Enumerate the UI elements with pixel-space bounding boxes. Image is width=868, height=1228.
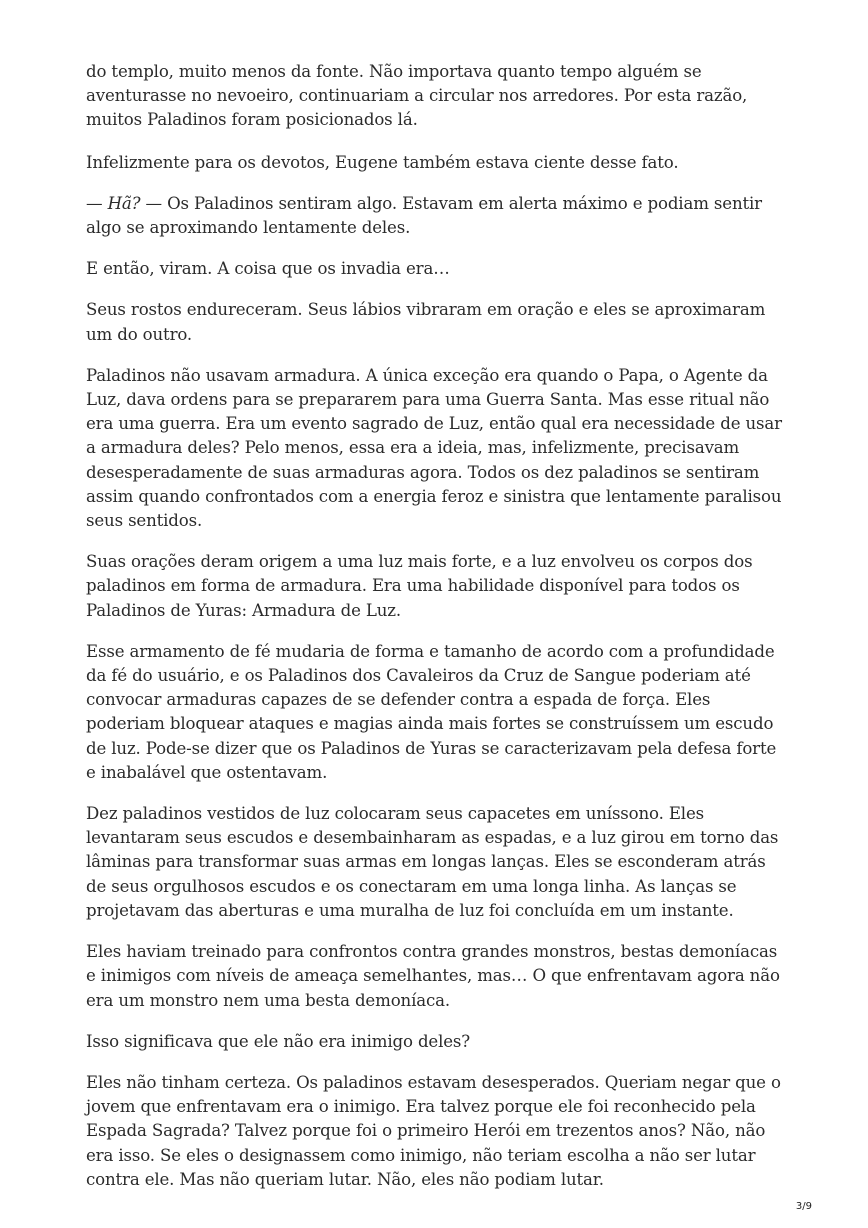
paragraph: Dez paladinos vestidos de luz colocaram seus capacetes em uníssono. Eles levantaram seus escudos e desembainharam as espadas, e a luz girou em torno das lâminas para transformar suas armas em longas lanças. Eles se esconderam atrás de seus orgulhosos escudos e os conectaram em uma longa linha. As lanças se projetavam das aberturas e uma muralha de luz foi concluída em um instante.: [86, 804, 779, 920]
paragraph-dialogue: [86, 192, 786, 240]
paragraph: Eles haviam treinado para confrontos contra grandes monstros, bestas demoníacas e inimigos com níveis de ameaça semelhantes, mas… O que enfrentavam agora não era um monstro nem uma besta demoníaca.: [86, 942, 780, 1010]
paragraph: Eles não tinham certeza. Os paladinos estavam desesperados. Queriam negar que o jovem que enfrentavam era o inimigo. Era talvez porque ele foi reconhecido pela Espada Sagrada? Talvez porque foi o primeiro Herói em trezentos anos? Não, não era isso. Se eles o designassem como inimigo, não teriam escolha a não ser lutar contra ele. Mas não queriam lutar. Não, eles não podiam lutar.: [86, 1072, 781, 1189]
dialogue-narration: — Os Paladinos sentiram algo. Estavam em alerta máximo e podiam sentir algo se aproximando lentamente deles.: [86, 193, 762, 238]
paragraph: Isso significava que ele não era inimigo deles?: [86, 1031, 471, 1051]
paragraph: Seus rostos endureceram. Seus lábios vibraram em oração e eles se aproximaram um do outro.: [86, 300, 766, 344]
paragraph: Paladinos não usavam armadura. A única exceção era quando o Papa, o Agente da Luz, dava ordens para se prepararem para uma Guerra Santa. Mas esse ritual não era uma guerra. Era um evento sagrado de Luz, então qual era necessidade de usar a armadura deles? Pelo menos, essa era a ideia, mas, infelizmente, precisavam desesperadamente de suas armaduras agora. Todos os dez paladinos se sentiram assim quando confrontados com a energia feroz e sinistra que lentamente paralisou seus sentidos.: [86, 365, 782, 531]
paragraph: Suas orações deram origem a uma luz mais forte, e a luz envolveu os corpos dos paladinos em forma de armadura. Era uma habilidade disponível para todos os Paladinos de Yuras: Armadura de Luz.: [86, 552, 753, 620]
dialogue-exclamation: Hã?: [107, 193, 141, 213]
document-body: [86, 60, 786, 1209]
paragraph: Infelizmente para os devotos, Eugene também estava ciente desse fato.: [86, 152, 679, 172]
dialogue-dash: —: [86, 193, 108, 213]
paragraph: Esse armamento de fé mudaria de forma e tamanho de acordo com a profundidade da fé do usuário, e os Paladinos dos Cavaleiros da Cruz de Sangue poderiam até convocar armaduras capazes de se defender contra a espada de força. Eles poderiam bloquear ataques e magias ainda mais fortes se construíssem um escudo de luz. Pode-se dizer que os Paladinos de Yuras se caracterizavam pela defesa forte e inabalável que ostentavam.: [86, 641, 777, 782]
paragraph: E então, viram. A coisa que os invadia era…: [86, 259, 450, 279]
paragraph: do templo, muito menos da fonte. Não importava quanto tempo alguém se aventurasse no nevoeiro, continuariam a circular nos arredores. Por esta razão, muitos Paladinos foram posicionados lá.: [86, 62, 748, 130]
page-number: 3/9: [795, 1201, 812, 1212]
